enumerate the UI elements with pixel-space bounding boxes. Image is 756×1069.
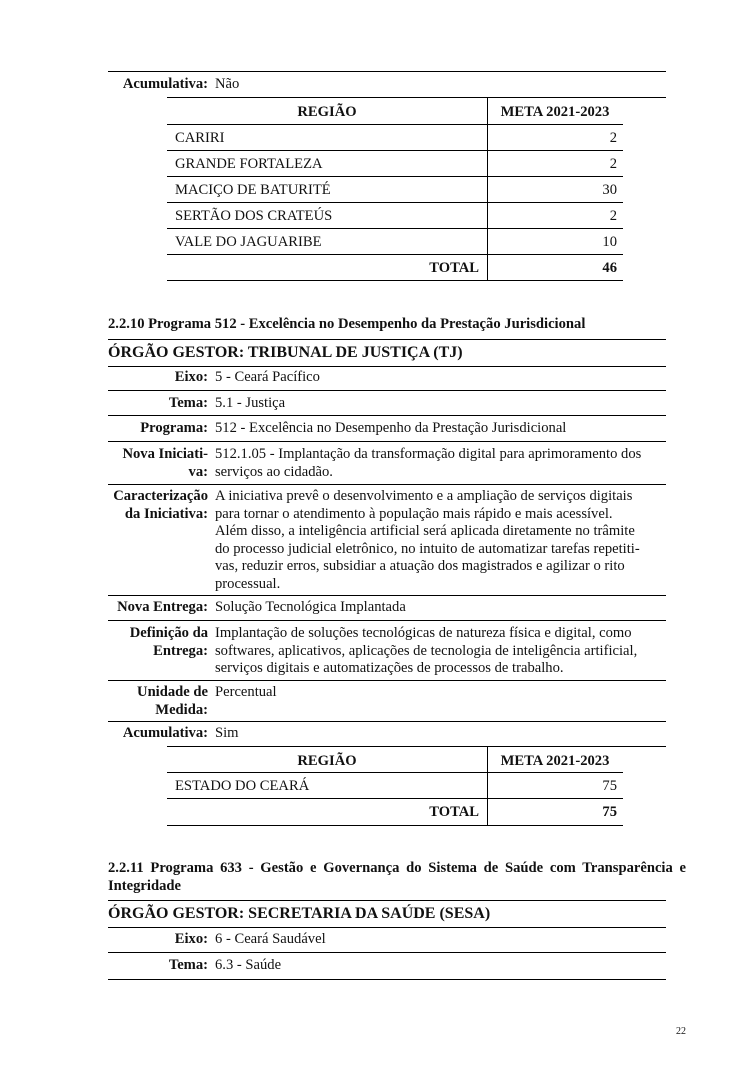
theme-label: Tema:: [168, 395, 208, 411]
rule: [108, 927, 666, 928]
goal-cell: 75: [602, 778, 617, 794]
theme-value: 5.1 - Justiça: [215, 395, 286, 411]
rule: [108, 952, 666, 953]
region-cell: CARIRI: [175, 130, 225, 146]
cumulative-label: Acumulativa:: [122, 76, 208, 92]
program-value: 512 - Excelência no Desempenho da Prestação Jurisdicional: [215, 420, 567, 436]
goal-cell: 2: [609, 156, 617, 172]
program-label: Programa:: [140, 420, 208, 436]
row-divider: [167, 798, 623, 799]
new-initiative-value: 512.1.05 - Implantação da transformação digital para aprimoramento dos serviços ao cidadão.: [215, 446, 642, 480]
column-header-goal: META 2021-2023: [500, 104, 610, 120]
goal-cell: 2: [609, 208, 617, 224]
managing-agency: ÓRGÃO GESTOR: SECRETARIA DA SAÚDE (SESA): [108, 905, 491, 922]
rule: [108, 366, 666, 367]
characterization-label: Caracterização da Iniciativa:: [113, 488, 208, 522]
rule: [167, 97, 666, 98]
row-divider: [167, 150, 623, 151]
cumulative-label: Acumulativa:: [122, 725, 208, 741]
new-initiative-label: Nova Iniciati- va:: [122, 446, 208, 480]
theme-value: 6.3 - Saúde: [215, 957, 282, 973]
row-divider: [167, 202, 623, 203]
rule: [108, 484, 666, 485]
total-label: TOTAL: [429, 804, 479, 820]
goal-cell: 30: [602, 182, 617, 198]
rule: [108, 680, 666, 681]
row-divider: [167, 825, 623, 826]
rule: [108, 339, 666, 340]
total-value: 75: [602, 804, 617, 820]
goal-cell: 10: [602, 234, 617, 250]
rule: [108, 71, 666, 72]
region-cell: VALE DO JAGUARIBE: [175, 234, 322, 250]
characterization-value: A iniciativa prevê o desenvolvimento e a ampliação de serviços digitais para tornar o atendimento à população mais rápido e mais acessível. Além disso, a inteligência artificial será aplicada diretamente no trâmite do processo judicial eletrônico, no intuito de automatizar tarefas repetiti- vas, reduzir erros, subsidiar a atuação dos magistrados e agilizar o rito processual.: [215, 488, 640, 592]
cumulative-value: Sim: [215, 725, 239, 741]
row-divider: [167, 280, 623, 281]
rule: [108, 390, 666, 391]
page-number: 22: [676, 1026, 686, 1037]
new-delivery-label: Nova Entrega:: [117, 599, 208, 615]
rule: [108, 620, 666, 621]
rule: [167, 746, 666, 747]
column-header-goal: META 2021-2023: [500, 753, 610, 769]
axis-value: 5 - Ceará Pacífico: [215, 369, 320, 385]
rule: [108, 979, 666, 980]
total-label: TOTAL: [429, 260, 479, 276]
region-cell: ESTADO DO CEARÁ: [175, 778, 310, 794]
managing-agency: ÓRGÃO GESTOR: TRIBUNAL DE JUSTIÇA (TJ): [108, 344, 463, 361]
new-delivery-value: Solução Tecnológica Implantada: [215, 599, 406, 615]
unit-value: Percentual: [215, 684, 277, 700]
total-value: 46: [602, 260, 617, 276]
region-cell: SERTÃO DOS CRATEÚS: [175, 208, 333, 224]
rule: [108, 900, 666, 901]
goal-cell: 2: [609, 130, 617, 146]
theme-label: Tema:: [168, 957, 208, 973]
rule: [108, 415, 666, 416]
row-divider: [167, 176, 623, 177]
row-divider: [167, 124, 623, 125]
region-cell: GRANDE FORTALEZA: [175, 156, 323, 172]
row-divider: [167, 228, 623, 229]
row-divider: [167, 772, 623, 773]
section-title: 2.2.10 Programa 512 - Excelência no Desempenho da Prestação Jurisdicional: [108, 316, 586, 332]
rule: [108, 721, 666, 722]
axis-value: 6 - Ceará Saudável: [215, 931, 326, 947]
section-title: 2.2.11 Programa 633 - Gestão e Governança do Sistema de Saúde com Transparência e Integridade: [108, 860, 686, 894]
unit-label: Unidade de Medida:: [137, 684, 208, 718]
column-header-region: REGIÃO: [297, 753, 357, 769]
rule: [108, 595, 666, 596]
axis-label: Eixo:: [174, 931, 208, 947]
axis-label: Eixo:: [174, 369, 208, 385]
row-divider: [167, 254, 623, 255]
column-header-region: REGIÃO: [297, 104, 357, 120]
delivery-definition-label: Definição da Entrega:: [129, 625, 208, 659]
region-cell: MACIÇO DE BATURITÉ: [175, 182, 331, 198]
delivery-definition-value: Implantação de soluções tecnológicas de natureza física e digital, como softwares, aplicativos, aplicações de tecnologia de inteligência artificial, serviços digitais e automatizações de processos de trabalho.: [215, 625, 638, 676]
rule: [108, 441, 666, 442]
cumulative-value: Não: [215, 76, 240, 92]
